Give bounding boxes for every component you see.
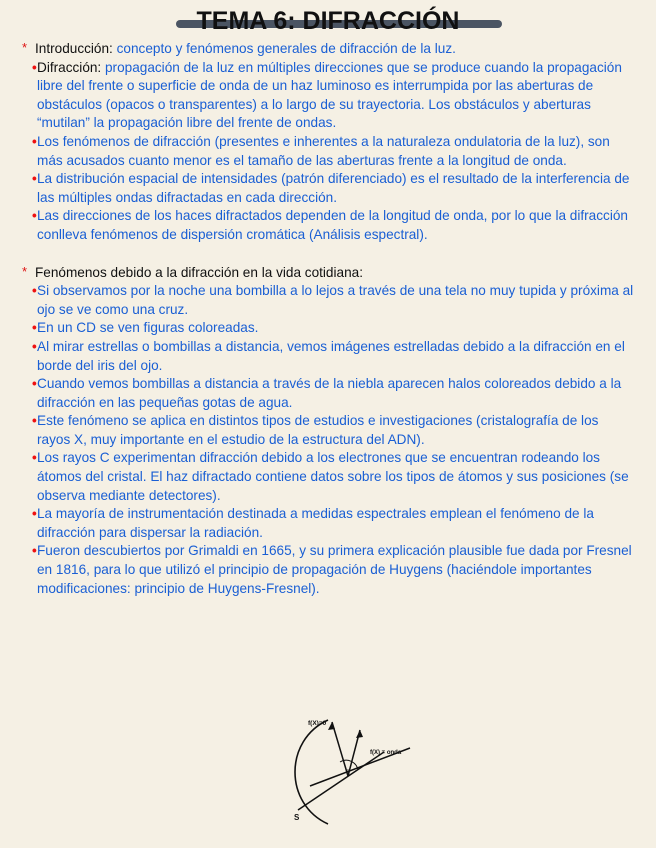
ray-line <box>298 752 384 810</box>
section-heading-rest: concepto y fenómenos generales de difracción de la luz. <box>112 41 456 56</box>
list-item <box>22 319 634 338</box>
red-dot-bullet-icon: • <box>32 450 37 466</box>
item-text: Los rayos C experimentan difracción debido a los electrones que se encuentran rodeando los átomos del cristal. El haz difractado contiene datos sobre los tipos de átomos y sus posiciones (se observa mediante detectores). <box>37 450 629 503</box>
red-dot-bullet-icon: • <box>32 543 37 559</box>
ray-up-line <box>332 722 348 776</box>
arrowhead-diag-icon <box>356 730 363 738</box>
item-text: Las direcciones de los haces difractados dependen de la longitud de onda, por lo que la difracción conlleva fenómenos de dispersión cromática (Análisis espectral). <box>37 208 628 242</box>
list-item <box>22 375 634 412</box>
red-dot-bullet-icon: • <box>32 133 37 149</box>
red-dot-bullet-icon: • <box>32 376 37 392</box>
item-text: Este fenómeno se aplica en distintos tipos de estudios e investigaciones (cristalografía de los rayos X, muy importante en el estudio de la estructura del ADN). <box>37 413 599 447</box>
item-text: Cuando vemos bombillas a distancia a través de la niebla aparecen halos coloreados debido a la difracción en las pequeñas gotas de agua. <box>37 376 622 410</box>
item-text: La mayoría de instrumentación destinada a medidas espectrales emplean el fenómeno de la difracción para dispersar la radiación. <box>37 506 594 540</box>
red-dot-bullet-icon: • <box>32 413 37 429</box>
red-dot-bullet-icon: • <box>32 208 37 224</box>
label-source: S <box>294 813 300 822</box>
label-top: f(X)=0 <box>308 720 327 727</box>
list-item <box>22 170 634 207</box>
list-item <box>22 59 634 133</box>
list-item <box>22 133 634 170</box>
item-text: En un CD se ven figuras coloreadas. <box>37 320 259 336</box>
item-text: La distribución espacial de intensidades (patrón diferenciado) es el resultado de la interferencia de las múltiples ondas difractadas en cada dirección. <box>37 171 630 205</box>
diffraction-diagram <box>270 712 420 832</box>
red-dot-bullet-icon: • <box>32 320 37 336</box>
list-item <box>22 412 634 449</box>
item-lead: Difracción: <box>37 59 102 75</box>
item-text: Si observamos por la noche una bombilla a lo lejos a través de una tela no muy tupida y próxima al ojo se ve como una cruz. <box>37 283 634 317</box>
list-item <box>22 338 634 375</box>
red-dot-bullet-icon: • <box>32 338 37 354</box>
item-text: Los fenómenos de difracción (presentes e inherentes a la naturaleza ondulatoria de la luz), son más acusados cuanto menor es el tamaño de las aberturas frente a la longitud de onda. <box>37 133 610 168</box>
red-star-bullet-icon: * <box>22 40 28 55</box>
red-star-bullet-icon: * <box>22 263 28 279</box>
red-dot-bullet-icon: • <box>32 59 37 75</box>
list-item <box>22 207 634 244</box>
list-item <box>22 542 634 598</box>
item-text: propagación de la luz en múltiples direcciones que se produce cuando la propagación libre del frente o superficie de onda de un haz luminoso es interrumpida por las aberturas de obstáculos (opacos o transparentes) a lo largo de su trayectoria. Los obstáculos y aberturas “mutilan” la propagación libre del frente de ondas. <box>37 59 622 131</box>
list-item <box>22 282 634 319</box>
section-heading-lead: Fenómenos debido a la difracción en la vida cotidiana: <box>35 264 363 280</box>
list-item <box>22 449 634 505</box>
notes-body <box>22 40 634 598</box>
section-vida-cotidiana <box>22 264 634 599</box>
red-dot-bullet-icon: • <box>32 506 37 522</box>
red-dot-bullet-icon: • <box>32 171 37 187</box>
section-introduccion <box>22 40 634 245</box>
angle-label: θ <box>346 770 350 777</box>
item-text: Fueron descubiertos por Grimaldi en 1665, y su primera explicación plausible fue dada por Fresnel en 1816, para lo que utilizó el principio de propagación de Huygens (haciéndole importantes modificaciones: principio de Huygens-Fresnel). <box>37 543 632 596</box>
label-right: f(X) = onda <box>370 750 402 756</box>
section-heading <box>22 264 634 283</box>
item-text: Al mirar estrellas o bombillas a distancia, vemos imágenes estrelladas debido a la difracción en el borde del iris del ojo. <box>37 338 625 373</box>
red-dot-bullet-icon: • <box>32 283 37 299</box>
title-area <box>0 4 656 38</box>
page-title: TEMA 6: DIFRACCIÓN <box>196 7 460 35</box>
section-heading <box>22 40 634 59</box>
list-item <box>22 505 634 542</box>
section-heading-lead: Introducción: <box>35 41 113 56</box>
